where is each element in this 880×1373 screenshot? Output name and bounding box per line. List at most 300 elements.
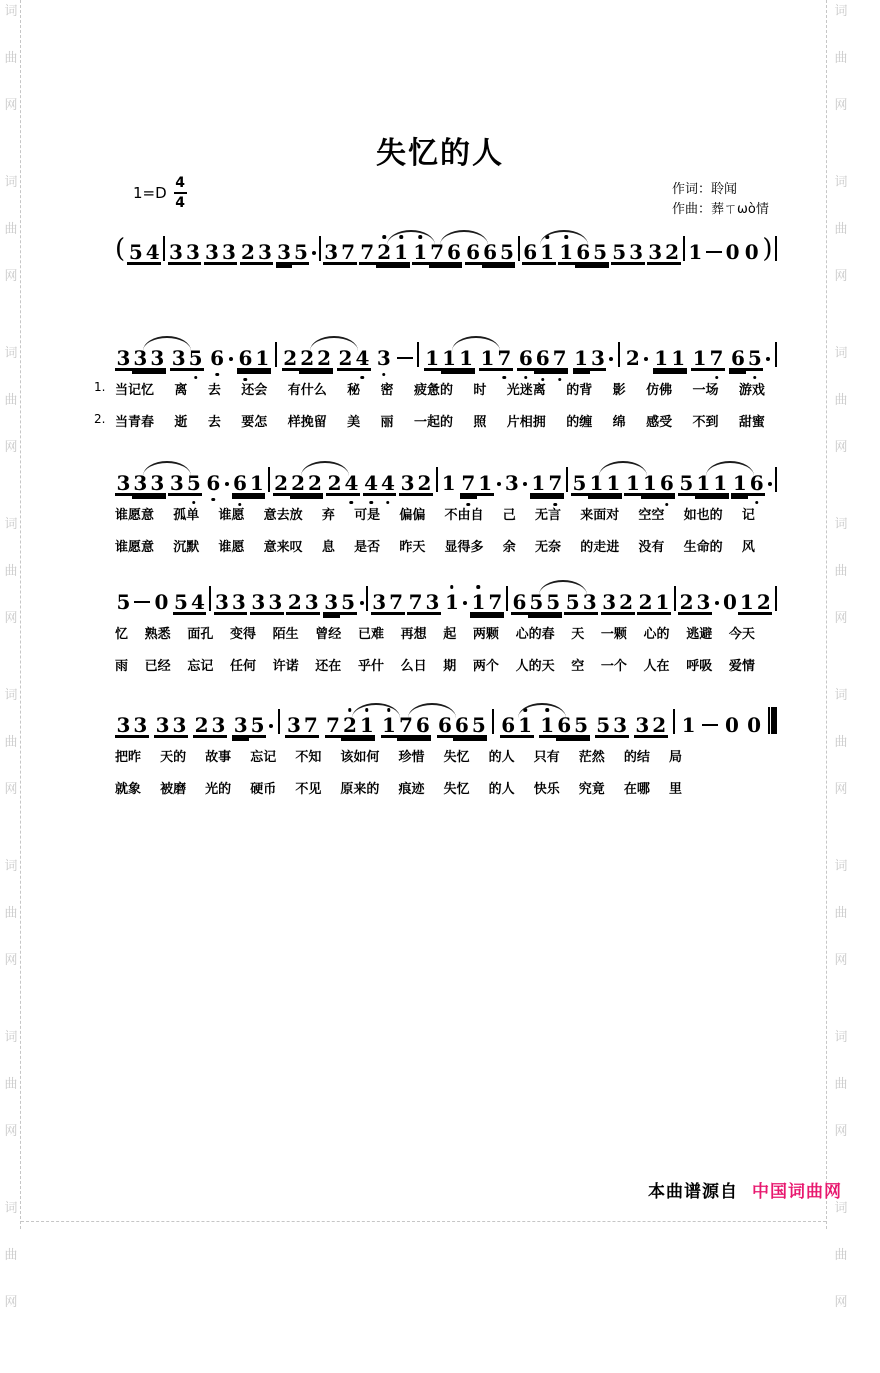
note-digit: 6 <box>205 473 222 493</box>
note-digit: 2 <box>287 590 302 614</box>
note-digit: 3 <box>116 713 131 737</box>
notes-row <box>115 457 777 493</box>
lyrics-line <box>115 504 777 523</box>
note-group <box>440 473 457 493</box>
note-group <box>237 348 271 368</box>
lyric-syllable: 丽 <box>380 415 394 430</box>
watermark-character: 词 <box>4 688 18 703</box>
watermark-character: 网 <box>4 1124 18 1139</box>
note-digit: 3 <box>504 471 519 495</box>
note-digit: 5 <box>746 348 763 368</box>
note-group <box>285 715 319 735</box>
note-digit: 7 <box>460 473 477 493</box>
lyric-syllable: 感受 <box>646 415 673 430</box>
lyric-syllable: 的缠 <box>566 415 593 430</box>
watermark-character: 曲 <box>834 564 848 579</box>
watermark-character: 网 <box>4 440 18 455</box>
watermark-character: 曲 <box>4 564 18 579</box>
note-digit: 3 <box>635 713 650 737</box>
note-group <box>375 348 392 368</box>
watermark-character: 曲 <box>834 1077 848 1092</box>
note-digit: 5 <box>293 240 308 264</box>
lyrics-row <box>115 504 777 523</box>
watermark-character: 曲 <box>834 1248 848 1263</box>
lyric-syllable: 起 <box>443 627 457 642</box>
lyric-syllable: 的结 <box>623 750 650 765</box>
note-digit: 5 <box>341 590 356 614</box>
watermark-character: 曲 <box>4 222 18 237</box>
barline <box>209 586 211 611</box>
note-digit: 3 <box>150 471 165 495</box>
note-digit: 7 <box>398 713 413 737</box>
lyric-syllable: 还会 <box>241 383 268 398</box>
lyric-syllable: 珍惜 <box>398 750 425 765</box>
lyric-syllable: 一场 <box>692 383 719 398</box>
note-digit: 1 <box>739 590 754 614</box>
lyrics-line <box>115 411 777 430</box>
note-digit: 7 <box>389 590 404 614</box>
notes-row <box>115 226 777 262</box>
watermark-character: 词 <box>834 1201 848 1216</box>
note-group <box>611 242 645 262</box>
note-digit: 5 <box>529 590 544 614</box>
note-group <box>601 592 635 612</box>
note-group <box>571 473 622 493</box>
page-title: 失忆的人 <box>376 136 504 171</box>
barline <box>163 236 165 261</box>
lyric-syllable: 不见 <box>295 782 322 797</box>
note-group <box>723 715 740 735</box>
note-digit: 3 <box>602 590 617 614</box>
lyric-syllable: 密 <box>380 383 394 398</box>
note-group <box>115 348 166 368</box>
duration-dash <box>134 601 150 604</box>
watermark-character: 曲 <box>834 906 848 921</box>
note-group <box>240 242 274 262</box>
note-digit: 5 <box>128 240 143 264</box>
octave-dot-low <box>215 373 219 377</box>
lyric-syllable: 秘 <box>347 383 361 398</box>
watermark-character: 网 <box>4 269 18 284</box>
barline <box>775 467 777 492</box>
barline <box>436 467 438 492</box>
lyric-syllable: 天 <box>571 627 585 642</box>
watermark-character: 网 <box>834 98 848 113</box>
note-digit: 6 <box>658 473 675 493</box>
note-digit: 2 <box>652 713 667 737</box>
lyric-syllable: 来面对 <box>580 508 620 523</box>
lyric-syllable: 的人 <box>488 750 515 765</box>
note-digit: 3 <box>277 240 291 264</box>
lyric-syllable: 任何 <box>229 659 256 674</box>
note-digit: 0 <box>744 240 759 264</box>
note-digit: 0 <box>747 713 762 737</box>
barline <box>775 586 777 611</box>
note-digit: 5 <box>174 590 188 614</box>
lyric-syllable: 该如何 <box>340 750 380 765</box>
note-digit: 1 <box>517 715 534 735</box>
note-digit: 7 <box>408 590 423 614</box>
note-digit: 4 <box>343 473 360 493</box>
lyrics-row <box>115 623 777 642</box>
watermark-character: 曲 <box>834 51 848 66</box>
octave-dot-high <box>365 708 369 712</box>
source-prefix: 本曲谱源自 <box>648 1182 738 1202</box>
watermark-character: 词 <box>834 4 848 19</box>
note-group <box>371 592 405 612</box>
lyric-syllable: 雨 <box>115 659 129 674</box>
lyric-syllable: 昨天 <box>399 540 426 555</box>
lyric-syllable: 时 <box>473 383 487 398</box>
watermark-character: 网 <box>834 611 848 626</box>
lyric-syllable: 谁愿 <box>218 540 245 555</box>
lyric-syllable: 甜蜜 <box>738 415 765 430</box>
watermark-character: 词 <box>834 517 848 532</box>
note-group <box>470 592 504 612</box>
note-group <box>407 592 441 612</box>
note-digit: 1 <box>692 346 707 370</box>
note-digit: 3 <box>304 590 319 614</box>
note-digit: 4 <box>363 473 380 493</box>
note-digit: 3 <box>400 471 415 495</box>
lyric-syllable: 忘记 <box>187 659 214 674</box>
lyric-syllable: 心的春 <box>515 627 555 642</box>
watermark-character: 词 <box>4 346 18 361</box>
note-group <box>729 348 770 368</box>
note-digit: 2 <box>756 590 771 614</box>
note-group <box>500 715 534 735</box>
note-digit: 5 <box>612 240 627 264</box>
note-digit: 3 <box>375 348 392 368</box>
note-group <box>424 348 475 368</box>
barline <box>366 586 368 611</box>
composer-credit: 作曲：葬ㄒωò情 <box>672 202 769 218</box>
lyric-syllable: 谁愿意 <box>115 540 155 555</box>
octave-dot-high <box>477 585 481 589</box>
note-group <box>363 473 397 493</box>
score-system <box>115 699 777 797</box>
note-digit: 6 <box>523 240 538 264</box>
lyrics-row <box>94 411 777 430</box>
note-digit: 1 <box>444 592 461 612</box>
brand-name: 中国词曲网 <box>752 1182 842 1202</box>
note-digit: 3 <box>582 590 597 614</box>
note-group <box>399 473 433 493</box>
note-digit: 1 <box>478 471 493 495</box>
lyric-syllable: 的背 <box>566 383 593 398</box>
lyrics-line <box>115 655 777 674</box>
note-digit: 3 <box>150 346 165 370</box>
note-digit: 6 <box>237 348 254 368</box>
watermark-character: 词 <box>834 346 848 361</box>
duration-dot <box>644 357 648 361</box>
lyric-syllable: 变得 <box>229 627 256 642</box>
lyric-syllable: 究竟 <box>578 782 605 797</box>
note-digit: 1 <box>255 346 270 370</box>
note-digit: 5 <box>565 590 580 614</box>
note-group <box>731 473 772 493</box>
note-group <box>325 715 376 735</box>
note-digit: 3 <box>116 346 131 370</box>
watermark-character: 曲 <box>834 222 848 237</box>
lyrics-row <box>115 655 777 674</box>
note-digit: 1 <box>249 471 264 495</box>
note-group <box>573 348 614 368</box>
watermark-character: 曲 <box>4 1077 18 1092</box>
note-digit: 6 <box>557 713 572 737</box>
duration-dot <box>497 482 501 486</box>
note-digit: 1 <box>441 471 456 495</box>
note-group <box>337 348 371 368</box>
note-digit: 2 <box>291 471 305 495</box>
note-digit: 6 <box>730 346 745 370</box>
note-digit: 4 <box>190 590 205 614</box>
octave-dot-high <box>382 235 386 239</box>
note-group <box>326 473 360 493</box>
lyric-syllable: 余 <box>502 540 516 555</box>
final-barline <box>768 707 777 734</box>
lyric-syllable: 已难 <box>357 627 384 642</box>
octave-dot-high <box>545 235 549 239</box>
watermark-column-left <box>3 5 19 1373</box>
lyric-syllable: 光的 <box>205 782 232 797</box>
lyric-syllable: 意去放 <box>263 508 303 523</box>
note-digit: 0 <box>724 713 739 737</box>
duration-dot <box>360 601 364 605</box>
note-group <box>286 592 320 612</box>
note-digit: 3 <box>211 713 226 737</box>
lyric-syllable: 偏偏 <box>399 508 426 523</box>
watermark-character: 网 <box>4 98 18 113</box>
note-group <box>647 242 681 262</box>
octave-dot-high <box>545 708 549 712</box>
barline <box>492 709 494 734</box>
note-digit: 3 <box>133 471 148 495</box>
note-digit: 2 <box>283 346 298 370</box>
note-digit: 1 <box>688 240 703 264</box>
note-digit: 0 <box>722 590 737 614</box>
watermark-character: 网 <box>4 1295 18 1310</box>
lyric-syllable: 面孔 <box>187 627 214 642</box>
lyric-syllable: 只有 <box>533 750 560 765</box>
note-digit: 1 <box>606 471 621 495</box>
lyric-syllable: 爱情 <box>728 659 755 674</box>
note-group <box>115 592 132 612</box>
lyric-syllable: 显得多 <box>444 540 484 555</box>
watermark-character: 网 <box>834 782 848 797</box>
note-digit: 2 <box>341 715 358 735</box>
lyric-syllable: 无奈 <box>534 540 561 555</box>
verse-number: 2. <box>94 412 106 426</box>
note-digit: 3 <box>372 590 387 614</box>
note-digit: 3 <box>171 346 186 370</box>
lyric-syllable: 记 <box>741 508 755 523</box>
note-digit: 7 <box>430 240 445 264</box>
note-digit: 3 <box>221 240 236 264</box>
lyric-syllable: 去 <box>207 415 221 430</box>
barline <box>319 236 321 261</box>
note-digit: 1 <box>642 471 657 495</box>
duration-dot <box>609 357 613 361</box>
watermark-character: 曲 <box>834 735 848 750</box>
note-group <box>479 348 513 368</box>
note-digit: 6 <box>454 713 469 737</box>
note-digit: 3 <box>116 471 131 495</box>
note-digit: 5 <box>593 240 608 264</box>
note-digit: 7 <box>547 473 564 493</box>
note-group <box>170 348 204 368</box>
note-digit: 2 <box>308 471 322 495</box>
lyric-syllable: 乎什 <box>357 659 384 674</box>
lyric-syllable: 是否 <box>354 540 381 555</box>
note-digit: 1 <box>425 346 440 370</box>
lyric-syllable: 空 <box>571 659 585 674</box>
lyric-syllable: 忆 <box>115 627 129 642</box>
note-digit: 5 <box>185 473 202 493</box>
key-prefix: 1=D <box>133 183 167 202</box>
duration-dot <box>225 482 229 486</box>
lyrics-line <box>115 746 777 765</box>
lyric-syllable: 没有 <box>638 540 665 555</box>
watermark-character: 词 <box>834 1030 848 1045</box>
lyrics-line <box>115 623 777 642</box>
note-group <box>721 592 772 612</box>
note-digit: 1 <box>539 715 556 735</box>
lyric-syllable: 忘记 <box>250 750 277 765</box>
note-digit: 5 <box>574 713 589 737</box>
watermark-character: 网 <box>834 1124 848 1139</box>
note-digit: 2 <box>274 471 289 495</box>
note-digit: 3 <box>215 590 229 614</box>
note-digit: 2 <box>194 713 209 737</box>
lyric-syllable: 如也的 <box>683 508 723 523</box>
barline <box>775 342 777 367</box>
lyric-syllable: 茫然 <box>578 750 605 765</box>
octave-dot-high <box>387 708 391 712</box>
duration-dot <box>312 251 316 255</box>
note-digit: 6 <box>517 348 534 368</box>
note-digit: 3 <box>648 240 663 264</box>
barline <box>506 586 508 611</box>
watermark-character: 曲 <box>834 393 848 408</box>
score-system <box>115 226 777 262</box>
lyric-syllable: 再想 <box>400 627 427 642</box>
note-group <box>724 242 741 262</box>
note-digit: 1 <box>393 242 410 262</box>
note-group <box>381 715 432 735</box>
note-group <box>437 715 488 735</box>
note-digit: 4 <box>145 240 160 264</box>
duration-dot <box>523 482 527 486</box>
note-digit: 5 <box>679 471 694 495</box>
lyric-syllable: 美 <box>347 415 361 430</box>
note-group <box>154 715 188 735</box>
key-signature <box>133 176 187 210</box>
lyric-syllable: 逃避 <box>686 627 713 642</box>
note-digit: 3 <box>169 471 184 495</box>
note-group <box>624 348 648 368</box>
barline <box>618 342 620 367</box>
lyric-syllable: 仿佛 <box>646 383 673 398</box>
lyric-syllable: 要怎 <box>241 415 268 430</box>
note-digit: 1 <box>655 590 670 614</box>
note-digit: 6 <box>576 240 591 264</box>
note-group <box>624 473 675 493</box>
note-digit: 3 <box>591 346 605 370</box>
note-digit: 3 <box>324 240 339 264</box>
note-digit: 3 <box>155 713 170 737</box>
note-digit: 5 <box>499 240 514 264</box>
parenthesis: ) <box>762 234 773 264</box>
octave-dot-high <box>523 708 527 712</box>
note-group <box>168 242 202 262</box>
lyric-syllable: 照 <box>473 415 487 430</box>
note-digit: 1 <box>732 471 747 495</box>
note-digit: 3 <box>205 240 219 264</box>
lyric-syllable: 的人 <box>488 782 515 797</box>
lyric-syllable: 谁愿意 <box>115 508 155 523</box>
note-digit: 5 <box>546 590 561 614</box>
watermark-character: 网 <box>834 1295 848 1310</box>
note-digit: 6 <box>466 240 481 264</box>
note-digit: 7 <box>496 348 513 368</box>
note-digit: 3 <box>133 346 148 370</box>
lyric-syllable: 不到 <box>692 415 719 430</box>
lyrics-row <box>115 746 777 765</box>
watermark-character: 网 <box>834 953 848 968</box>
lyric-syllable: 呼吸 <box>686 659 713 674</box>
watermark-character: 网 <box>4 782 18 797</box>
note-group <box>115 715 149 735</box>
note-group <box>539 715 590 735</box>
note-digit: 6 <box>415 713 430 737</box>
barline <box>673 709 675 734</box>
lyric-syllable: 熟悉 <box>144 627 171 642</box>
note-digit: 3 <box>172 713 187 737</box>
note-digit: 2 <box>376 242 393 262</box>
lyric-syllable: 谁愿 <box>218 508 245 523</box>
note-digit: 2 <box>338 346 353 370</box>
note-group <box>678 592 719 612</box>
note-digit: 5 <box>471 713 486 737</box>
note-digit: 2 <box>625 346 640 370</box>
note-digit: 2 <box>317 346 332 370</box>
note-digit: 6 <box>501 713 516 737</box>
note-digit: 7 <box>360 240 375 264</box>
note-digit: 3 <box>425 590 440 614</box>
lyric-syllable: 心的 <box>643 627 670 642</box>
note-group <box>691 348 725 368</box>
lyric-syllable: 光迷离 <box>506 383 546 398</box>
lyrics-row <box>115 778 777 797</box>
lyric-syllable: 风 <box>741 540 755 555</box>
watermark-character: 曲 <box>4 906 18 921</box>
lyric-syllable: 疲惫的 <box>413 383 453 398</box>
lyric-syllable: 不知 <box>295 750 322 765</box>
duration-dot <box>463 601 467 605</box>
note-digit: 2 <box>679 590 694 614</box>
watermark-character: 词 <box>4 517 18 532</box>
lyric-syllable: 快乐 <box>533 782 560 797</box>
lyric-syllable: 逝 <box>174 415 188 430</box>
barline <box>278 709 280 734</box>
barline <box>566 467 568 492</box>
lyrics-line <box>115 778 777 797</box>
lyric-syllable: 天的 <box>160 750 187 765</box>
source-note <box>0 1177 880 1202</box>
note-digit: 1 <box>589 471 604 495</box>
lyricist-credit: 作词：聆闻 <box>672 182 738 197</box>
